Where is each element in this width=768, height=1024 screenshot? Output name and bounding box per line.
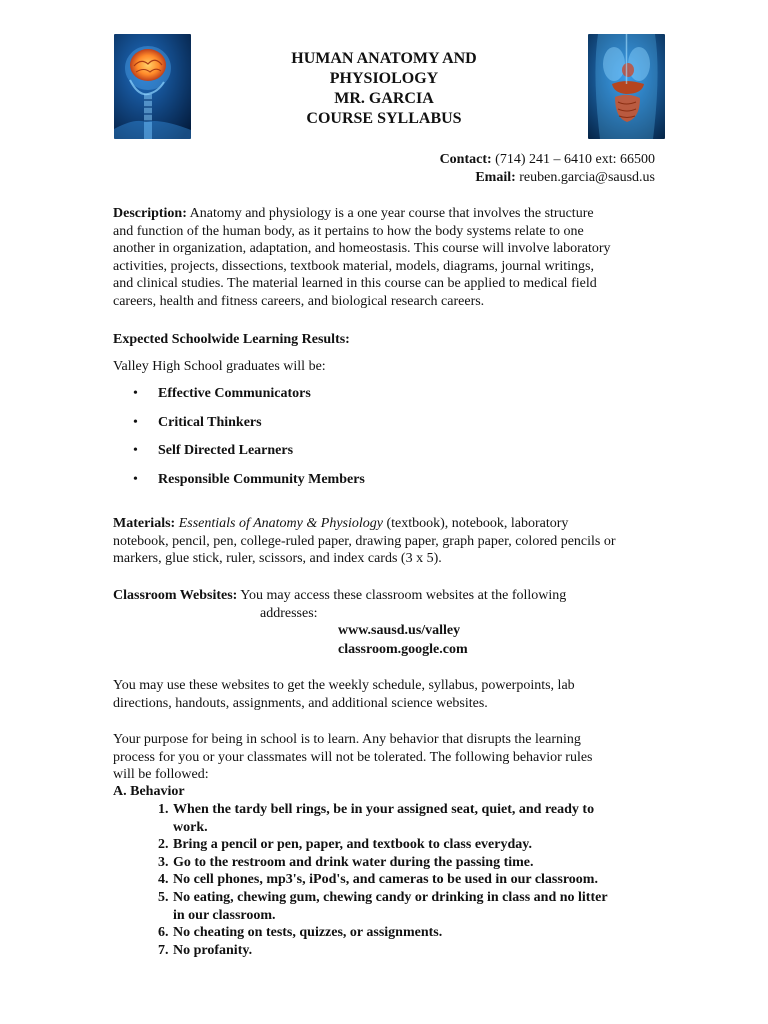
torso-organs-xray-icon <box>588 34 665 139</box>
textbook-title: Essentials of Anatomy & Physiology <box>178 516 383 531</box>
purpose-line: will be followed: <box>113 767 209 783</box>
purpose-line: Your purpose for being in school is to learn. Any behavior that disrupts the learning <box>113 732 581 747</box>
list-item: 6. No cheating on tests, quizzes, or assignments. <box>158 925 443 941</box>
email-address[interactable]: reuben.garcia@sausd.us <box>515 170 655 185</box>
description-label: Description: <box>113 206 187 221</box>
list-item: 1. When the tardy bell rings, be in your assigned seat, quiet, and ready to work. <box>158 802 595 835</box>
title-line: MR. GARCIA <box>334 90 434 107</box>
rule-number: 1. <box>158 802 169 817</box>
list-item: • Responsible Community Members <box>133 471 365 487</box>
list-item: • Self Directed Learners <box>133 443 294 458</box>
materials-paragraph <box>113 515 658 568</box>
rule-number: 4. <box>158 872 169 888</box>
websites-continuation: addresses: <box>260 606 318 621</box>
contact-phone-row <box>440 151 655 169</box>
list-item: 2. Bring a pencil or pen, paper, and textbook to class everyday. <box>158 837 532 853</box>
list-item: 5. No eating, chewing gum, chewing candy or drinking in class and no litter in our classroom. <box>158 889 608 923</box>
course-title <box>190 49 578 129</box>
description-line: careers, health and fitness careers, and biological research careers. <box>113 293 485 309</box>
websites-label: Classroom Websites: <box>113 588 238 603</box>
usage-line: directions, handouts, assignments, and additional science websites. <box>113 695 488 711</box>
purpose-paragraph <box>113 731 658 784</box>
materials-label: Materials: <box>113 516 176 531</box>
list-item: 4. No cell phones, mp3's, iPod's, and cameras to be used in our classroom. <box>158 872 598 888</box>
materials-line: Materials: Essentials of Anatomy & Physiology (textbook), notebook, laboratory <box>113 516 569 531</box>
description-line: and clinical studies. The material learned in this course can be applied to medical field <box>113 276 597 292</box>
materials-line: markers, glue stick, ruler, scissors, and index cards (3 x 5). <box>113 551 442 567</box>
eslr-heading: Expected Schoolwide Learning Results: <box>113 332 350 347</box>
websites-line: Classroom Websites: You may access these classroom websites at the following <box>113 588 567 603</box>
bullet-icon: • <box>133 471 138 487</box>
websites-usage-paragraph <box>113 677 658 712</box>
purpose-line: process for you or your classmates will not be tolerated. The following behavior rules <box>113 749 593 765</box>
description-paragraph <box>113 205 658 311</box>
description-line: another in organization, adaptation, and homeostasis. This course will involve laboratory <box>113 241 611 257</box>
eslr-list <box>113 385 365 499</box>
skull-brain-illustration <box>114 34 191 139</box>
rule-number: 6. <box>158 925 169 941</box>
title-line: HUMAN ANATOMY AND <box>291 50 477 67</box>
title-line: COURSE SYLLABUS <box>306 110 462 127</box>
rule-number: 3. <box>158 854 169 870</box>
website-link-classroom[interactable]: classroom.google.com <box>338 642 468 657</box>
skull-brain-xray-icon <box>114 34 191 139</box>
list-item: • Effective Communicators <box>133 386 311 401</box>
materials-line: notebook, pencil, pen, college-ruled paper, drawing paper, graph paper, colored pencils or <box>113 533 616 549</box>
contact-label: Contact: <box>439 152 492 167</box>
contact-block <box>440 151 655 187</box>
usage-line: You may use these websites to get the weekly schedule, syllabus, powerpoints, lab <box>113 678 575 693</box>
eslr-intro: Valley High School graduates will be: <box>113 359 326 374</box>
list-item: • Critical Thinkers <box>133 414 262 430</box>
behavior-rules-list <box>158 801 658 959</box>
behavior-heading: A. Behavior <box>113 784 185 799</box>
description-line: Description: Anatomy and physiology is a one year course that involves the structure <box>113 206 594 221</box>
bullet-icon: • <box>133 386 138 401</box>
contact-email-row <box>440 169 655 187</box>
description-line: and function of the human body, as it pertains to how the body systems relate to one <box>113 223 584 239</box>
rule-number: 2. <box>158 837 169 853</box>
rule-number: 5. <box>158 889 169 905</box>
email-label: Email: <box>475 170 516 185</box>
list-item: 3. Go to the restroom and drink water during the passing time. <box>158 854 534 870</box>
bullet-icon: • <box>133 443 138 458</box>
phone-number: (714) 241 – 6410 ext: 66500 <box>491 152 655 167</box>
bullet-icon: • <box>133 414 138 430</box>
description-line: activities, projects, dissections, textbook material, models, diagrams, journal writings, <box>113 258 594 274</box>
rule-number: 7. <box>158 942 169 958</box>
torso-organs-illustration <box>588 34 665 139</box>
title-line: PHYSIOLOGY <box>329 70 439 87</box>
website-link-valley[interactable]: www.sausd.us/valley <box>338 623 461 638</box>
list-item: 7. No profanity. <box>158 942 253 958</box>
